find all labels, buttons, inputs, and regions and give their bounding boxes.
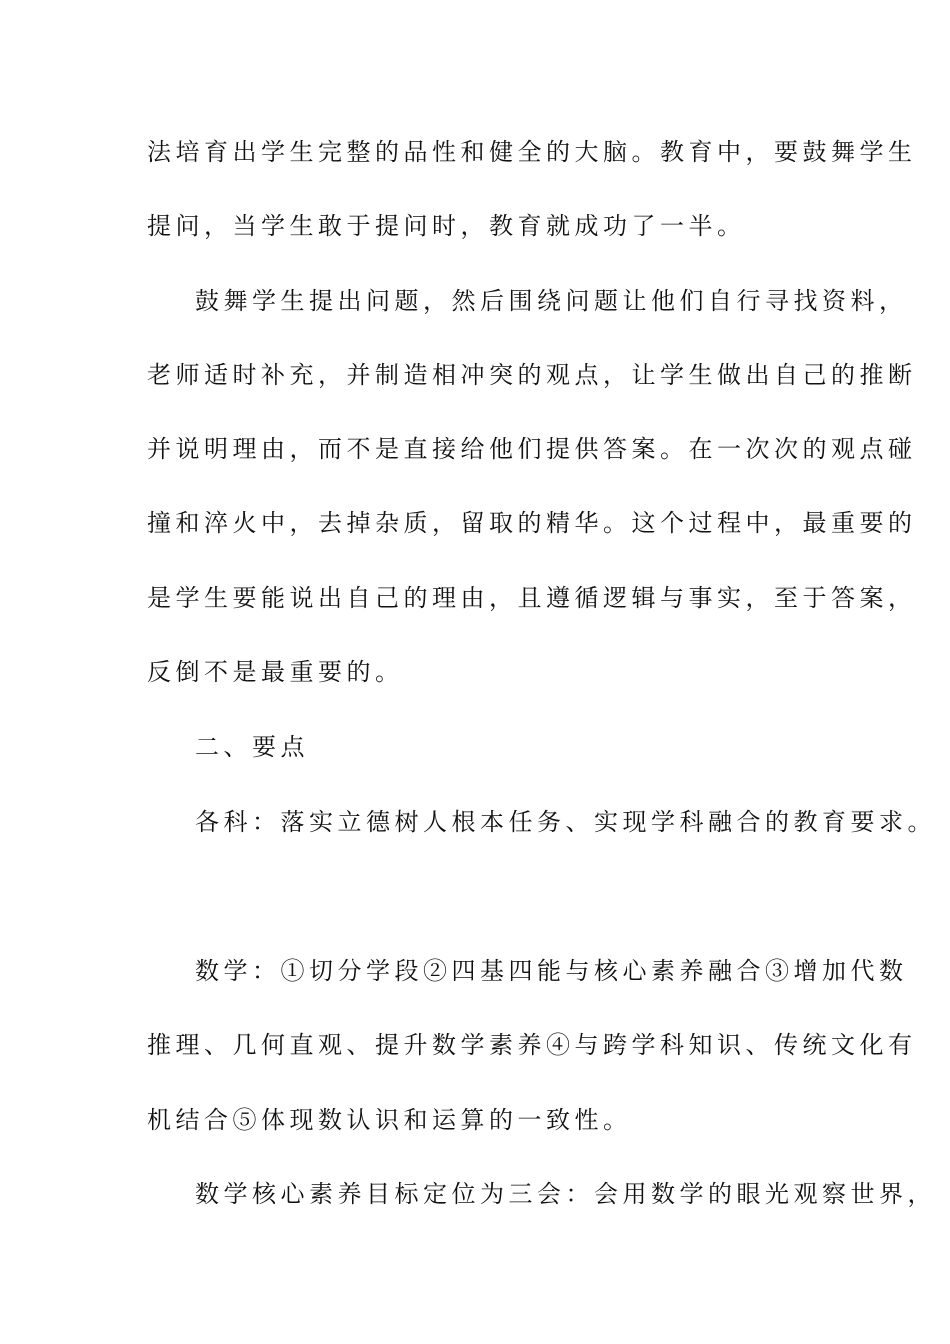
paragraph-line: 鼓舞学生提出问题，然后围绕问题让他们自行寻找资料，	[195, 287, 908, 315]
paragraph-line: 撞和淬火中，去掉杂质，留取的精华。这个过程中，最重要的	[147, 509, 917, 537]
paragraph-line: 提问，当学生敢于提问时，教育就成功了一半。	[147, 212, 746, 240]
paragraph-line: 法培育出学生完整的品性和健全的大脑。教育中，要鼓舞学生	[147, 138, 917, 166]
paragraph-line: 反倒不是最重要的。	[147, 658, 404, 686]
paragraph-line: 数学核心素养目标定位为三会：会用数学的眼光观察世界，	[195, 1180, 936, 1208]
paragraph-line: 数学：①切分学段②四基四能与核心素养融合③增加代数	[195, 957, 908, 985]
paragraph-line: 各科：落实立德树人根本任务、实现学科融合的教育要求。	[195, 808, 936, 836]
paragraph-line: 推理、几何直观、提升数学素养④与跨学科知识、传统文化有	[147, 1031, 917, 1059]
paragraph-line: 是学生要能说出自己的理由，且遵循逻辑与事实，至于答案，	[147, 584, 917, 612]
paragraph-line: 并说明理由，而不是直接给他们提供答案。在一次次的观点碰	[147, 435, 917, 463]
section-heading: 二、要点	[195, 733, 309, 761]
paragraph-line: 老师适时补充，并制造相冲突的观点，让学生做出自己的推断	[147, 361, 917, 389]
paragraph-line: 机结合⑤体现数认识和运算的一致性。	[147, 1106, 632, 1134]
